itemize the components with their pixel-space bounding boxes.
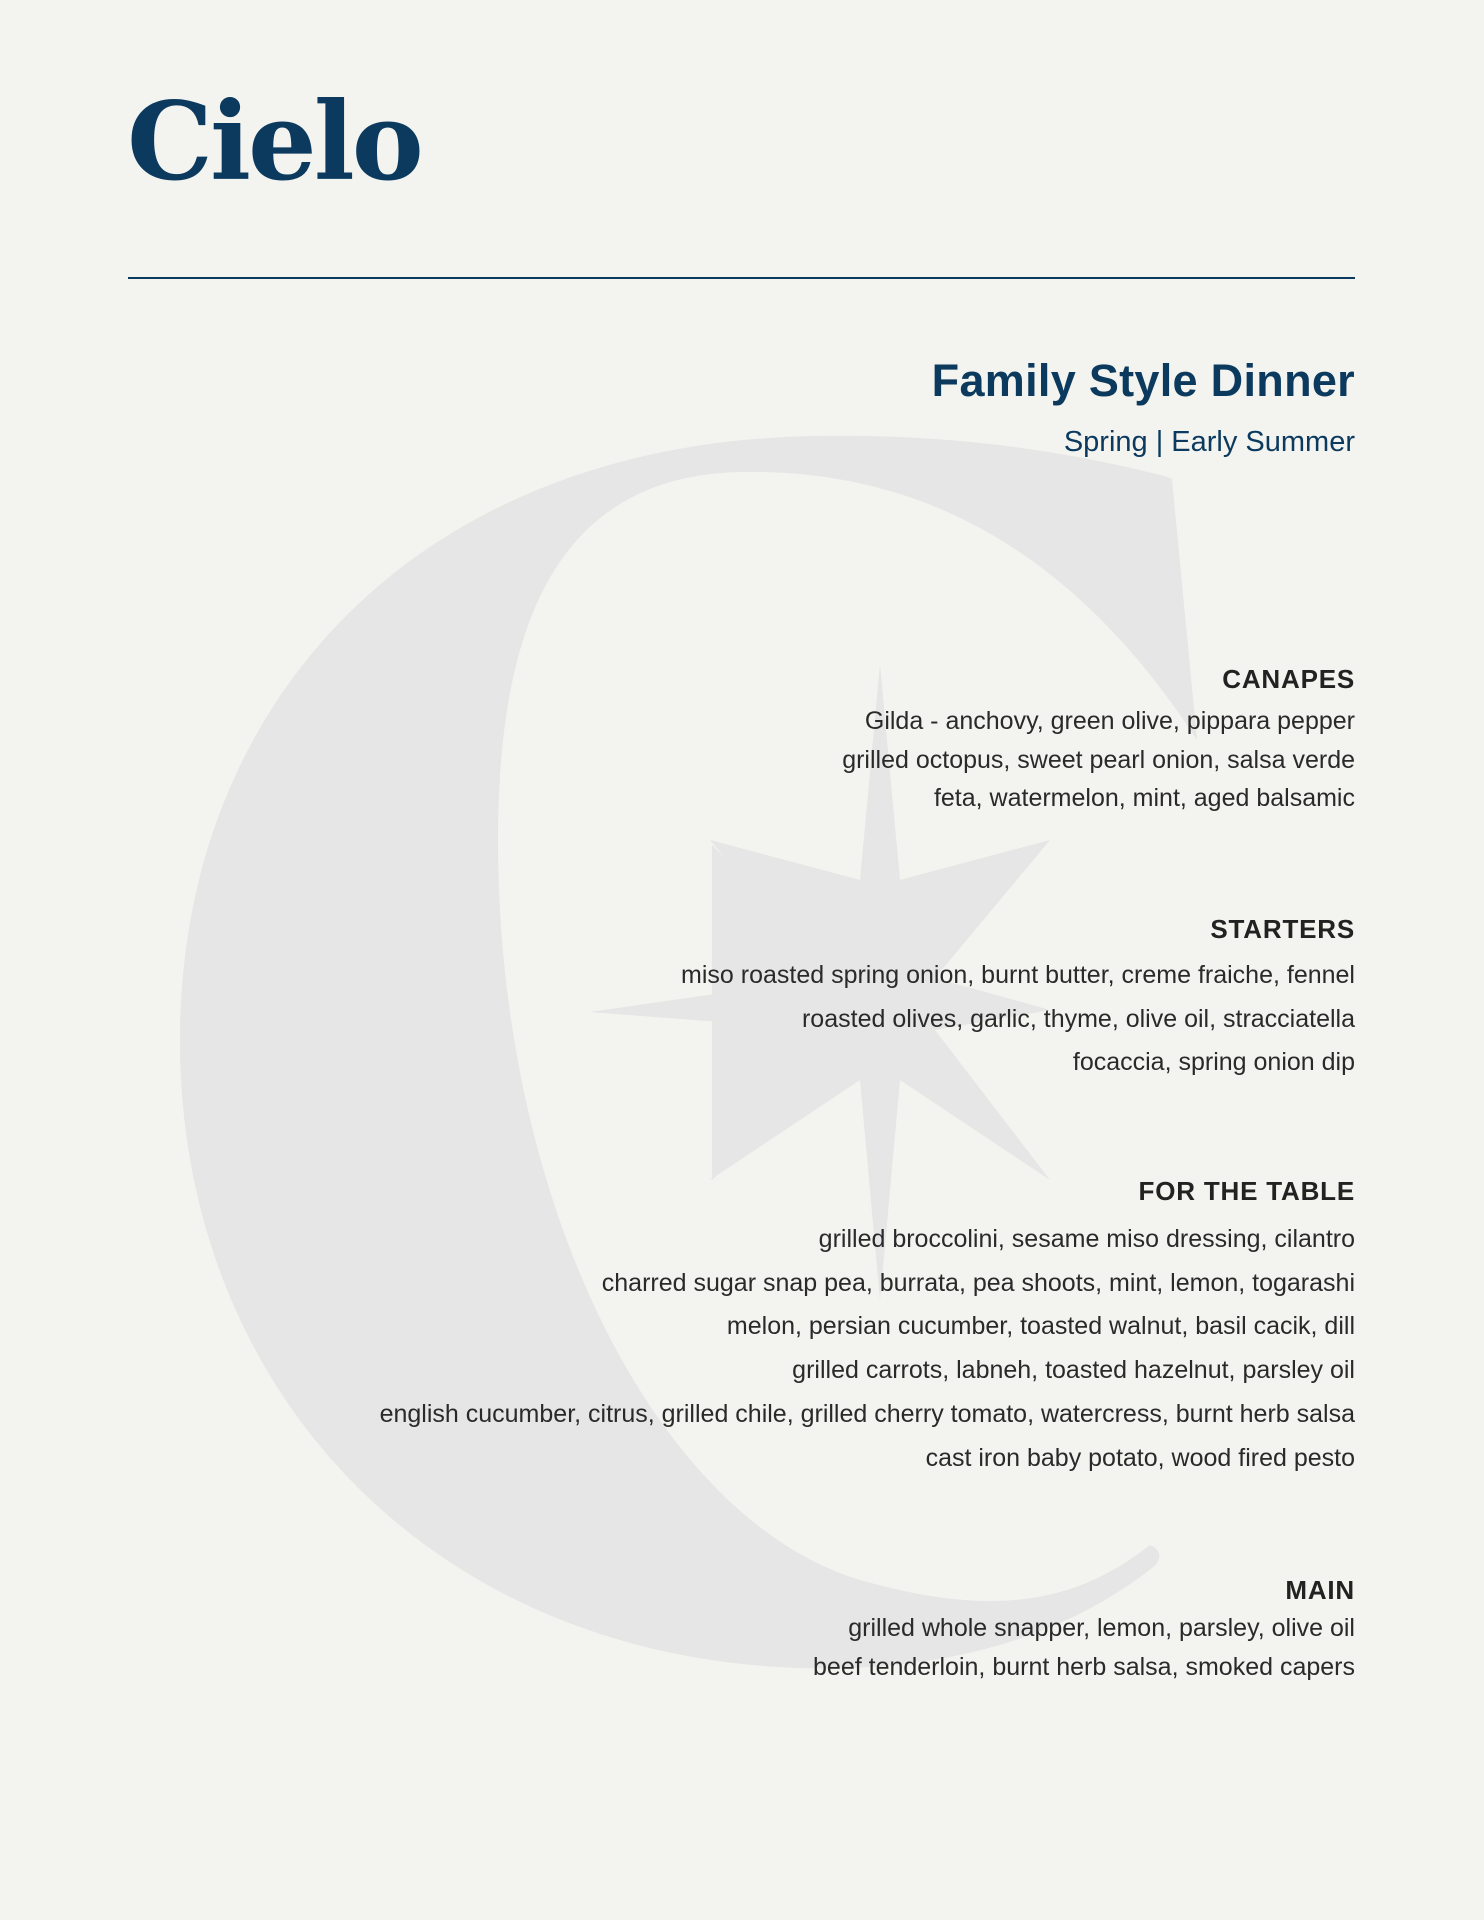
menu-item: feta, watermelon, mint, aged balsamic <box>933 784 1355 812</box>
menu-item: beef tenderloin, burnt herb salsa, smoked capers <box>813 1652 1355 1681</box>
menu-item: charred sugar snap pea, burrata, pea shoots, mint, lemon, togarashi <box>601 1268 1355 1297</box>
section-for-the-table <box>380 1174 1355 1480</box>
menu-item: Gilda - anchovy, green olive, pippara pepper <box>864 707 1355 735</box>
section-title: FOR THE TABLE <box>1138 1176 1355 1206</box>
section-starters <box>681 912 1355 1085</box>
menu-item: grilled octopus, sweet pearl onion, salsa verde <box>842 745 1355 774</box>
menu-item: cast iron baby potato, wood fired pesto <box>925 1443 1355 1472</box>
menu-item: miso roasted spring onion, burnt butter, creme fraiche, fennel <box>681 961 1355 989</box>
page-subtitle: Spring | Early Summer <box>1063 426 1355 458</box>
brand-logo: Cielo <box>127 79 421 205</box>
section-title: STARTERS <box>1210 914 1355 944</box>
page-title: Family Style Dinner <box>931 355 1355 406</box>
section-title: MAIN <box>1285 1575 1355 1605</box>
menu-item: grilled carrots, labneh, toasted hazelnut, parsley oil <box>792 1356 1355 1385</box>
section-title: CANAPES <box>1222 664 1355 694</box>
menu-item: melon, persian cucumber, toasted walnut, basil cacik, dill <box>726 1312 1355 1341</box>
menu-item: grilled whole snapper, lemon, parsley, olive oil <box>848 1614 1355 1642</box>
menu-header <box>932 350 1355 462</box>
menu-item: english cucumber, citrus, grilled chile, grilled cherry tomato, watercress, burnt herb salsa <box>379 1399 1355 1428</box>
section-main <box>813 1573 1355 1686</box>
section-canapes <box>842 662 1355 818</box>
menu-item: grilled broccolini, sesame miso dressing, cilantro <box>818 1225 1355 1253</box>
menu-item: focaccia, spring onion dip <box>1072 1048 1355 1076</box>
header-divider <box>128 277 1355 279</box>
menu-item: roasted olives, garlic, thyme, olive oil, stracciatella <box>801 1004 1355 1033</box>
